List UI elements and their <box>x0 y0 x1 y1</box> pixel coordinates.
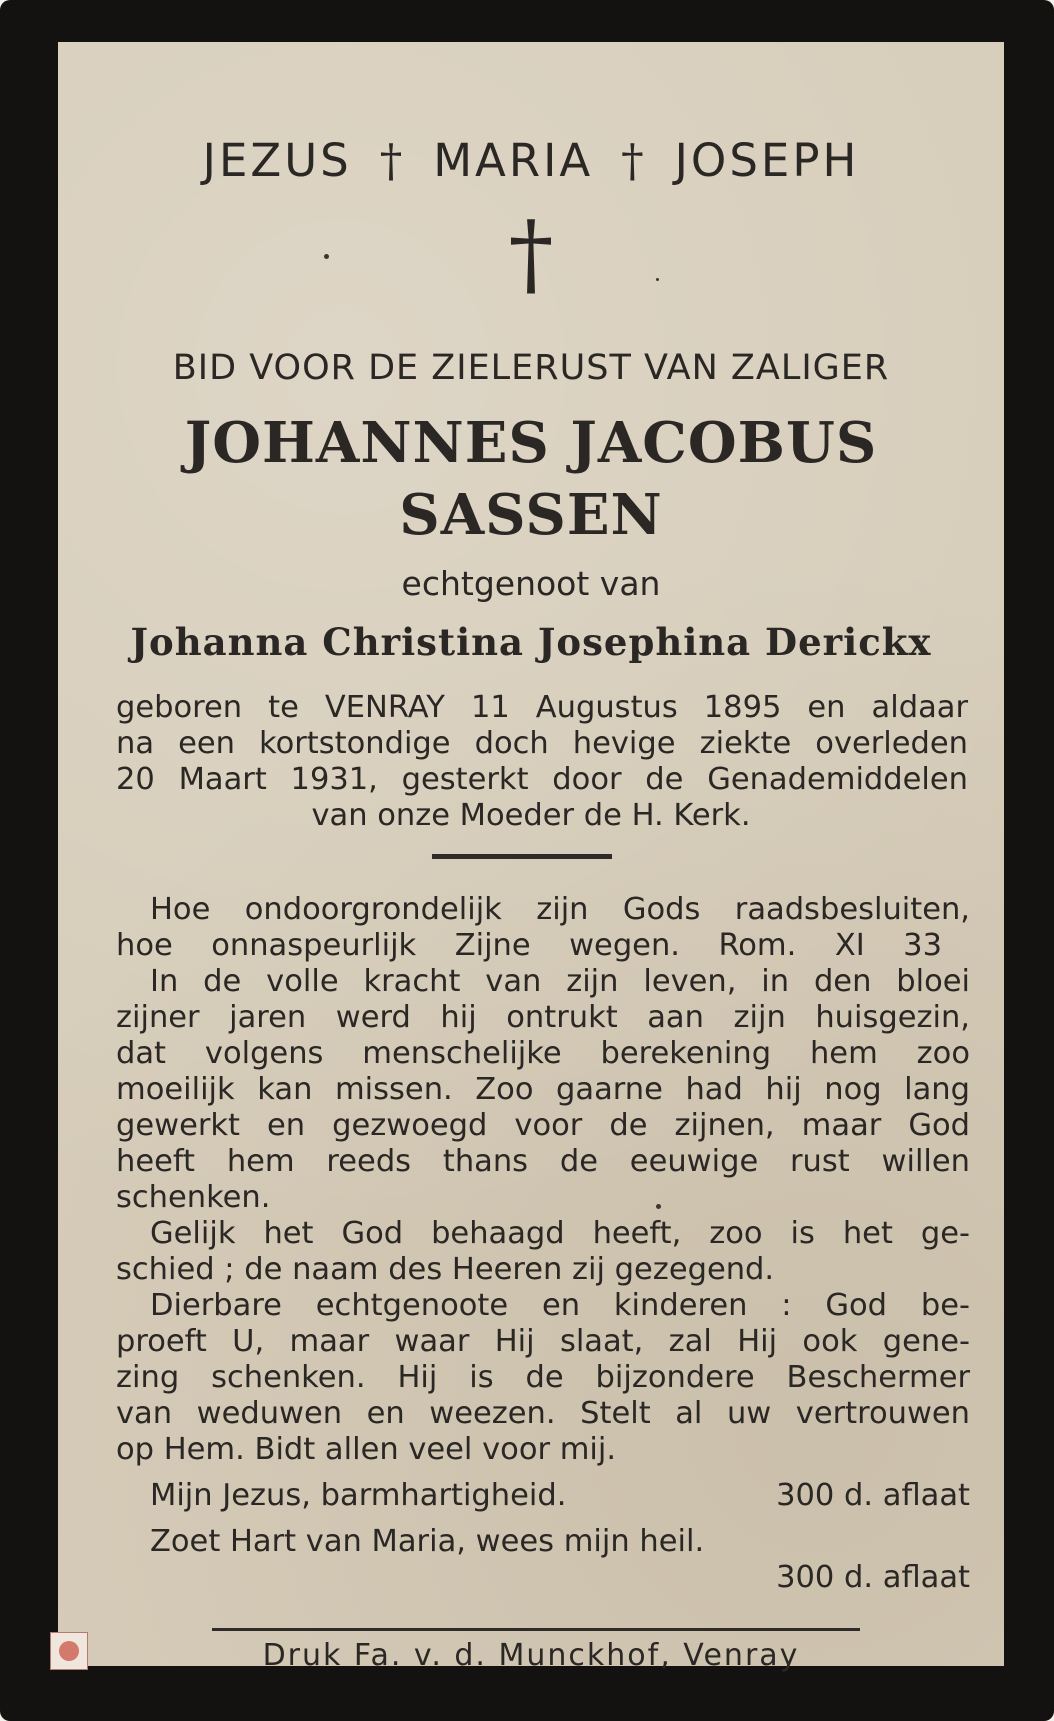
meditation-line: gewerkt en gezwoegd voor de zijnen, maar God <box>116 1108 970 1143</box>
prayer-text: Mijn Jezus, barmhartigheid. <box>150 1478 567 1513</box>
meditation-line: zijner jaren werd hij ontrukt aan zijn huisgezin, <box>116 1000 970 1035</box>
deceased-name-line1: JOHANNES JACOBUS <box>184 410 878 476</box>
meditation-line: van weduwen en weezen. Stelt al uw vertrouwen <box>116 1396 970 1431</box>
indulgence-label: 300 d. aflaat <box>776 1478 970 1513</box>
prayer-intro: BID VOOR DE ZIELERUST VAN ZALIGER <box>172 348 890 388</box>
meditation-line: schenken. <box>116 1180 271 1215</box>
meditation-line: Dierbare echtgenoote en kinderen : God be- <box>150 1288 970 1323</box>
meditation-line: dat volgens menschelijke berekening hem zoo <box>116 1036 970 1071</box>
biography-line: van onze Moeder de H. Kerk. <box>311 798 751 833</box>
small-cross-icon: † <box>379 134 406 187</box>
card-paper <box>58 42 1004 1673</box>
meditation-line: schied ; de naam des Heeren zij gezegend. <box>116 1252 775 1287</box>
meditation-line: In de volle kracht van zijn leven, in den bloei <box>150 964 970 999</box>
invocation-jezus: JEZUS <box>202 134 352 187</box>
meditation-line: moeilijk kan missen. Zoo gaarne had hij nog lang <box>116 1072 970 1107</box>
deceased-name-line2: SASSEN <box>399 482 663 548</box>
meditation-line: heeft hem reeds thans de eeuwige rust willen <box>116 1144 970 1179</box>
prayer-row-1 <box>150 1478 970 1513</box>
invocation-line <box>58 134 1004 187</box>
meditation-line: hoe onnaspeurlijk Zijne wegen. Rom. XI 33 <box>116 928 942 963</box>
paper-speck <box>324 254 329 259</box>
invocation-joseph: JOSEPH <box>674 134 860 187</box>
prayer-text: Zoet Hart van Maria, wees mijn heil. <box>150 1524 705 1559</box>
divider-long <box>212 1628 860 1631</box>
meditation-line: proeft U, maar waar Hij slaat, zal Hij ook gene- <box>116 1324 970 1359</box>
biography-line: 20 Maart 1931, gesterkt door de Genademiddelen <box>116 762 968 797</box>
biography-line: geboren te VENRAY 11 Augustus 1895 en aldaar <box>116 690 968 725</box>
printer-credit: Druk Fa. v. d. Munckhof, Venray <box>262 1638 800 1673</box>
meditation-line: Gelijk het God behaagd heeft, zoo is het ge- <box>150 1216 970 1251</box>
meditation-line: zing schenken. Hij is de bijzondere Beschermer <box>116 1360 970 1395</box>
small-cross-icon: † <box>621 134 647 187</box>
collection-stamp-icon <box>50 1632 88 1670</box>
meditation-line: Hoe ondoorgrondelijk zijn Gods raadsbesluiten, <box>150 892 970 927</box>
invocation-maria: MARIA <box>433 134 594 187</box>
spouse-name: Johanna Christina Josephina Derickx <box>130 620 932 664</box>
meditation-line: op Hem. Bidt allen veel voor mij. <box>116 1432 617 1467</box>
biography-line: na een kortstondige doch hevige ziekte overleden <box>116 726 968 761</box>
relation-label: echtgenoot van <box>401 564 661 603</box>
cross-icon: † <box>508 202 554 307</box>
paper-speck <box>656 1204 661 1209</box>
paper-speck <box>656 278 659 281</box>
prayer-row-2 <box>150 1524 970 1559</box>
divider-short <box>432 854 612 859</box>
indulgence-label: 300 d. aflaat <box>776 1560 970 1595</box>
